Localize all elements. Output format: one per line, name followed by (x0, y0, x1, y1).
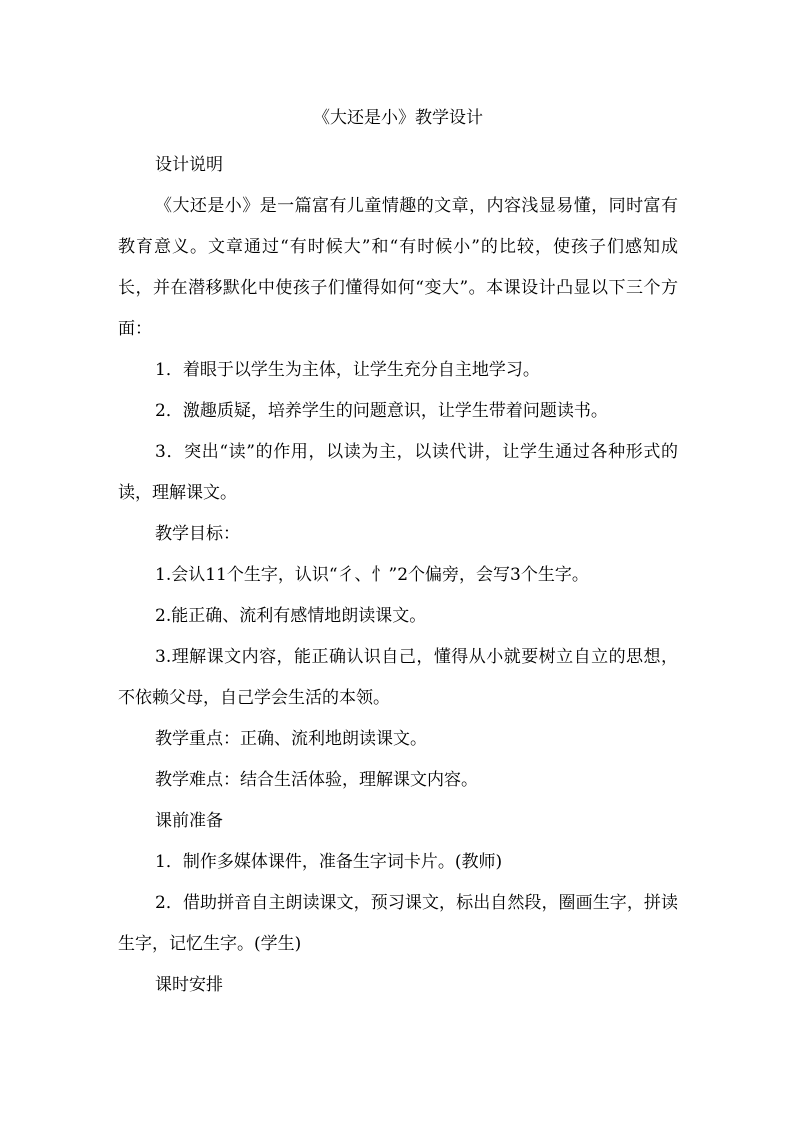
section-heading-schedule: 课时安排 (155, 975, 223, 995)
document-title: 《大还是小》教学设计 (313, 108, 483, 128)
list-item-prep-1: 1．制作多媒体课件，准备生字词卡片。(教师) (155, 852, 503, 872)
list-item-goal-1: 1.会认11个生字，认识“彳、忄”2个偏旁，会写3个生字。 (155, 565, 589, 585)
teaching-key-point: 教学重点：正确、流利地朗读课文。 (155, 729, 427, 749)
document-body (118, 104, 678, 1006)
paragraph-intro: 《大还是小》是一篇富有儿童情趣的文章，内容浅显易懂，同时富有教育意义。文章通过“有时候大”和“有时候小”的比较，使孩子们感知成长，并在潜移默化中使孩子们懂得如何“变大”。本课设计凸显以下三个方面： (118, 196, 678, 339)
list-item-goal-2: 2.能正确、流利有感情地朗读课文。 (155, 606, 427, 626)
teaching-difficulty: 教学难点：结合生活体验，理解课文内容。 (155, 770, 478, 790)
section-heading-preparation: 课前准备 (155, 811, 223, 831)
section-heading-design-notes: 设计说明 (155, 155, 223, 175)
list-item-goal-3: 3.理解课文内容，能正确认识自己，懂得从小就要树立自立的思想，不依赖父母，自己学会生活的本领。 (118, 647, 678, 708)
list-item-design-2: 2．激趣质疑，培养学生的问题意识，让学生带着问题读书。 (155, 401, 608, 421)
list-item-design-3: 3．突出“读”的作用，以读为主，以读代讲，让学生通过各种形式的读，理解课文。 (118, 442, 678, 503)
list-item-prep-2: 2．借助拼音自主朗读课文，预习课文，标出自然段，圈画生字，拼读生字，记忆生字。(学生) (118, 893, 678, 954)
list-item-design-1: 1．着眼于以学生为主体，让学生充分自主地学习。 (155, 360, 540, 380)
section-heading-teaching-goals: 教学目标： (155, 524, 240, 544)
